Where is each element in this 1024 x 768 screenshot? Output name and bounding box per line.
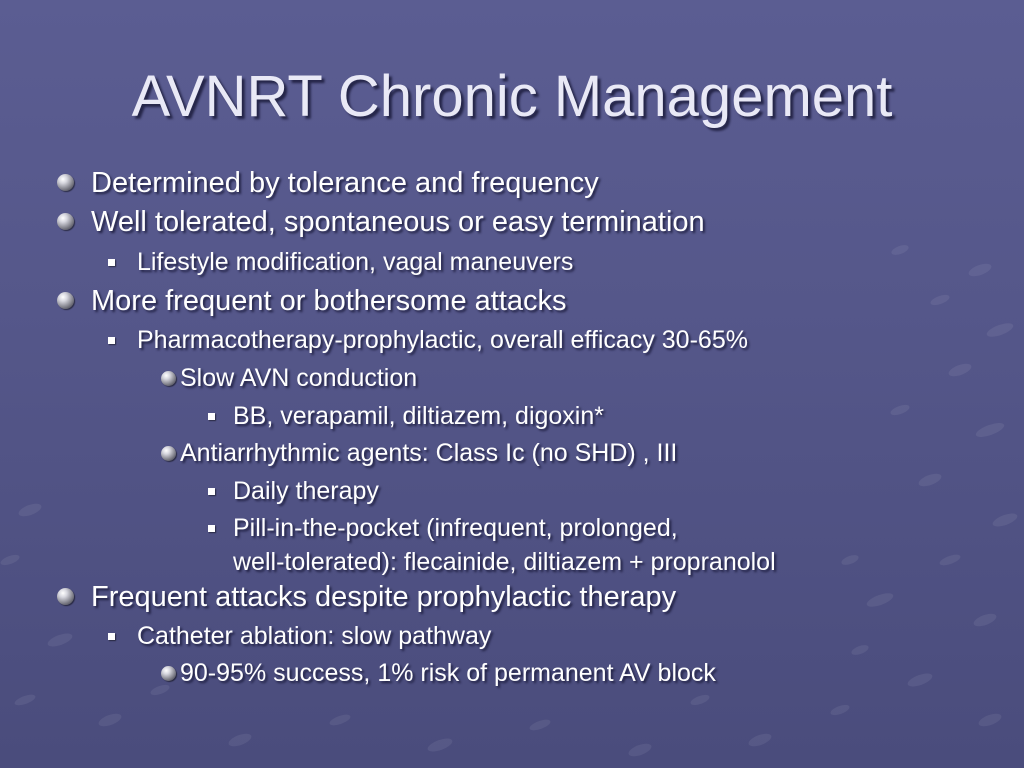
sphere-bullet-icon bbox=[57, 292, 74, 309]
bullet-text: Slow AVN conduction bbox=[180, 364, 418, 392]
bullet-item bbox=[57, 282, 567, 320]
bullet-text: Daily therapy bbox=[233, 477, 379, 505]
sub-sub-bullet-item bbox=[161, 656, 716, 690]
sub-bullet-item bbox=[108, 619, 491, 653]
slide-title: AVNRT Chronic Management bbox=[131, 64, 893, 129]
sphere-bullet-icon bbox=[57, 588, 74, 605]
bullet-text-line1: Pill-in-the-pocket (infrequent, prolonged, bbox=[233, 514, 678, 542]
sub-sub-bullet-item bbox=[161, 361, 417, 395]
sphere-bullet-icon bbox=[57, 174, 74, 191]
sub-sub-bullet-item bbox=[161, 436, 677, 470]
bullet-text: Pharmacotherapy-prophylactic, overall efficacy 30-65% bbox=[137, 326, 748, 354]
bullet-text: Frequent attacks despite prophylactic therapy bbox=[91, 581, 677, 613]
square-bullet-icon bbox=[208, 413, 215, 420]
bullet-text: 90-95% success, 1% risk of permanent AV block bbox=[180, 659, 716, 687]
bullet-text: Determined by tolerance and frequency bbox=[91, 167, 599, 199]
bullet-item bbox=[57, 203, 705, 241]
bullet-text: Lifestyle modification, vagal maneuvers bbox=[137, 248, 574, 276]
square-bullet-icon bbox=[108, 633, 115, 640]
bullet-item bbox=[57, 578, 676, 616]
bullet-item bbox=[57, 164, 599, 202]
square-bullet-icon bbox=[208, 488, 215, 495]
sphere-bullet-icon bbox=[161, 371, 176, 386]
bullet-text: Well tolerated, spontaneous or easy termination bbox=[91, 206, 705, 238]
bullet-text: More frequent or bothersome attacks bbox=[91, 285, 567, 317]
sphere-bullet-icon bbox=[161, 666, 176, 681]
square-bullet-icon bbox=[108, 259, 115, 266]
square-bullet-icon bbox=[208, 525, 215, 532]
bullet-text: BB, verapamil, diltiazem, digoxin* bbox=[233, 402, 604, 430]
square-bullet-icon bbox=[108, 337, 115, 344]
sub-bullet-item bbox=[108, 245, 573, 279]
bullet-text-line2: well-tolerated): flecainide, diltiazem + propranolol bbox=[233, 548, 776, 576]
level4-bullet-item bbox=[208, 511, 776, 579]
level4-bullet-item bbox=[208, 399, 604, 433]
sphere-bullet-icon bbox=[57, 213, 74, 230]
bullet-text bbox=[233, 511, 776, 579]
level4-bullet-item bbox=[208, 474, 379, 508]
sub-bullet-item bbox=[108, 323, 748, 357]
bullet-text: Antiarrhythmic agents: Class Ic (no SHD) , III bbox=[180, 439, 678, 467]
bullet-text: Catheter ablation: slow pathway bbox=[137, 622, 492, 650]
sphere-bullet-icon bbox=[161, 446, 176, 461]
